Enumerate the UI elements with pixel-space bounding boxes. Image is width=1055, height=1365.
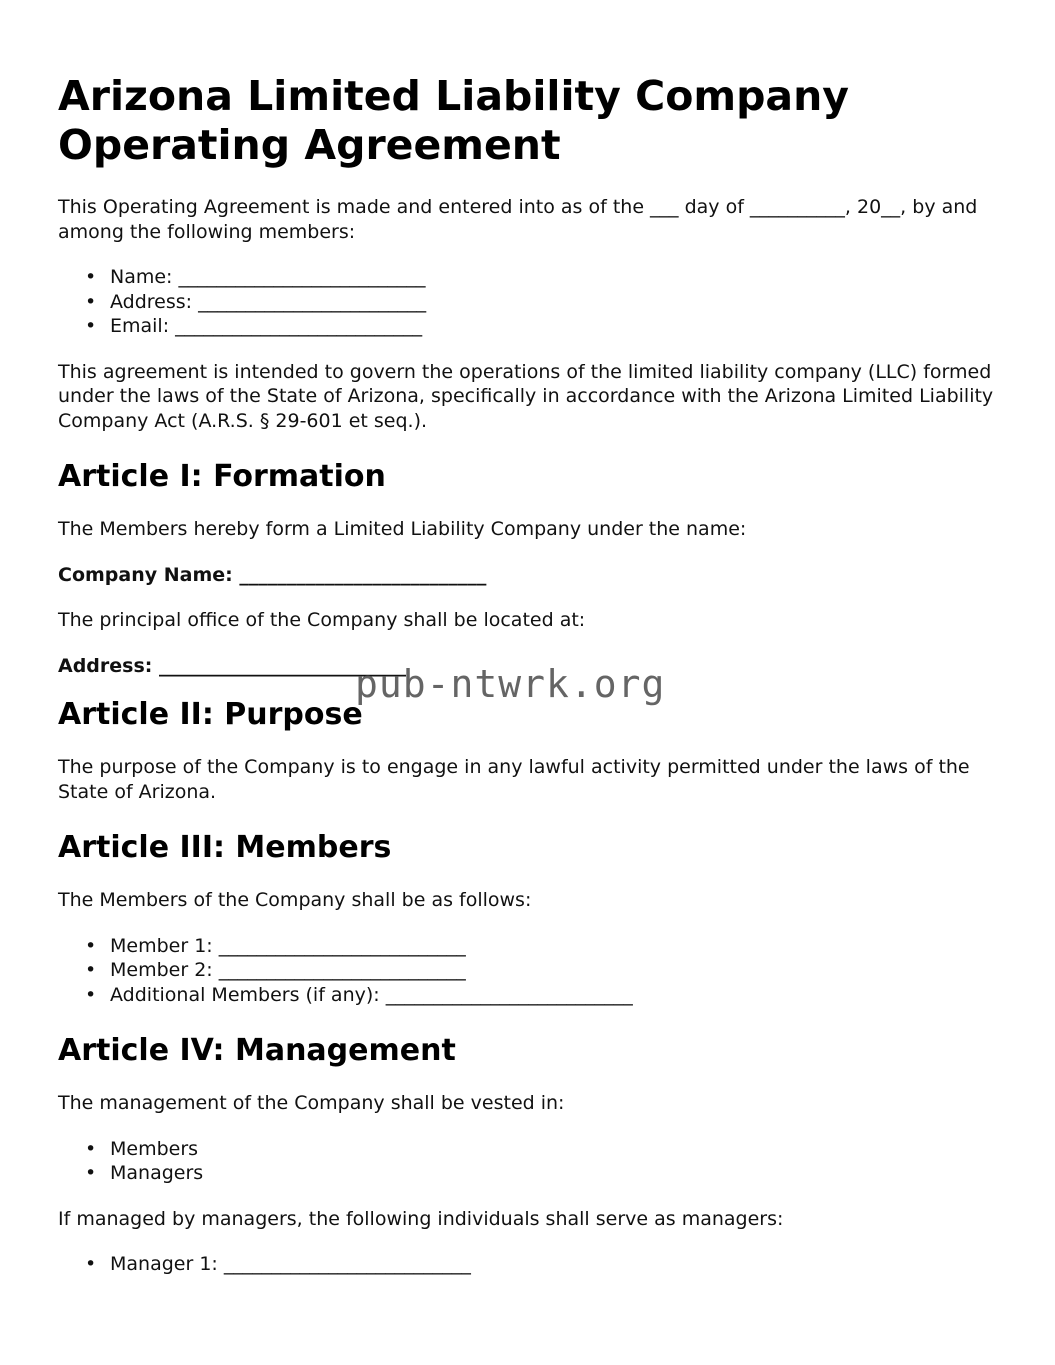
article-4-heading: Article IV: Management <box>58 1033 456 1068</box>
option-members: • Members <box>110 1137 998 1162</box>
name-field: • Name: __________________________ <box>110 265 998 290</box>
managers-list <box>58 1252 998 1277</box>
member-2-field: • Member 2: __________________________ <box>110 958 998 983</box>
watermark: pub-ntwrk.org <box>355 662 666 706</box>
article-2-text: The purpose of the Company is to engage in any lawful activity permitted under the laws of the State of Arizona. <box>58 756 970 803</box>
manager-1-field: • Manager 1: __________________________ <box>110 1252 998 1277</box>
address-field: • Address: ________________________ <box>110 290 998 315</box>
members-list <box>58 934 998 1008</box>
intro-paragraph: This Operating Agreement is made and entered into as of the ___ day of __________, 20__, by and among the following members: <box>58 196 978 243</box>
company-name-field: Company Name: __________________________ <box>58 563 487 586</box>
email-field: • Email: __________________________ <box>110 314 998 339</box>
option-managers: • Managers <box>110 1161 998 1186</box>
member-1-field: • Member 1: __________________________ <box>110 934 998 959</box>
managers-text: If managed by managers, the following individuals shall serve as managers: <box>58 1207 784 1230</box>
article-2-heading: Article II: Purpose <box>58 697 363 732</box>
article-4-text: The management of the Company shall be vested in: <box>58 1092 565 1114</box>
article-3-text: The Members of the Company shall be as follows: <box>58 889 532 911</box>
document-title: Arizona Limited Liability Company Operating Agreement <box>58 72 850 169</box>
article-3-heading: Article III: Members <box>58 830 392 865</box>
intro-fields-list <box>58 265 998 339</box>
purpose-statement: This agreement is intended to govern the operations of the limited liability company (LLC) formed under the laws of the State of Arizona, specifically in accordance with the Arizona Limited Liability Company Act (A.R.S. § 29-601 et seq.). <box>58 360 994 432</box>
management-options-list <box>58 1137 998 1186</box>
article-1-heading: Article I: Formation <box>58 459 386 494</box>
principal-office-text: The principal office of the Company shall be located at: <box>58 609 586 631</box>
company-address-field: Address: __________________________ <box>58 654 406 677</box>
additional-members-field: • Additional Members (if any): __________________________ <box>110 983 998 1008</box>
article-1-text: The Members hereby form a Limited Liability Company under the name: <box>58 518 747 540</box>
